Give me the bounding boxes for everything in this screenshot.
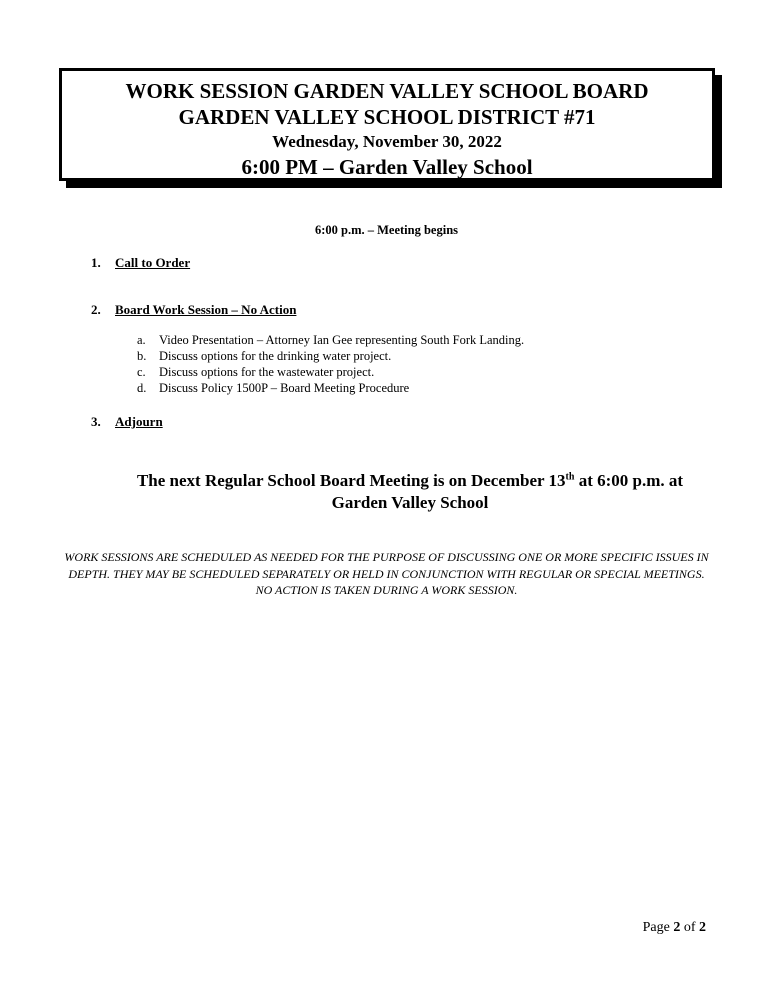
agenda-item-adjourn — [91, 414, 163, 430]
page-number — [643, 920, 706, 936]
sub-item-letter: b. — [137, 349, 147, 363]
next-meeting-line1 — [100, 470, 720, 492]
work-session-disclaimer: WORK SESSIONS ARE SCHEDULED AS NEEDED FOR THE PURPOSE OF DISCUSSING ONE OR MORE SPECIFIC ISSUES IN DEPTH. THEY MAY BE SCHEDULED SEPARATELY OR HELD IN CONJUNCTION WITH REGULAR OR SPECIAL MEETINGS. NO ACTION IS TAKEN DURING A WORK SESSION. — [64, 550, 709, 597]
next-meeting-notice — [100, 470, 720, 514]
agenda-item-number: 2. — [91, 302, 101, 317]
sub-item-text: Discuss options for the wastewater project. — [159, 365, 375, 379]
sub-item-letter: a. — [137, 333, 146, 347]
agenda-item-number: 3. — [91, 414, 101, 429]
page-number-current: 2 — [673, 920, 681, 935]
meeting-begins: 6:00 p.m. – Meeting begins — [314, 223, 459, 237]
header-title: WORK SESSION GARDEN VALLEY SCHOOL BOARD — [125, 79, 649, 103]
page-number-total: 2 — [699, 920, 706, 935]
agenda-item-number: 1. — [91, 255, 101, 270]
next-meeting-time: at 6:00 p.m. at — [574, 471, 684, 490]
agenda-item-board-work-session — [91, 302, 296, 318]
sub-item — [137, 348, 524, 364]
next-meeting-text: The next Regular School Board Meeting is on December 13 — [136, 471, 566, 490]
sub-item-text: Discuss Policy 1500P – Board Meeting Procedure — [159, 381, 410, 395]
agenda-item-label: Call to Order — [115, 255, 191, 270]
header-district: GARDEN VALLEY SCHOOL DISTRICT #71 — [178, 105, 596, 129]
sub-item — [137, 364, 524, 380]
header-box — [59, 68, 715, 181]
page-number-middle: of — [680, 920, 699, 935]
agenda-item-call-to-order — [91, 255, 190, 271]
sub-item-letter: d. — [137, 381, 147, 395]
page-number-prefix: Page — [642, 920, 674, 935]
agenda-item-label: Board Work Session – No Action — [115, 302, 297, 317]
header-time-location: 6:00 PM – Garden Valley School — [241, 155, 533, 179]
ordinal-suffix: th — [565, 471, 575, 483]
sub-item-text: Video Presentation – Attorney Ian Gee representing South Fork Landing. — [159, 333, 525, 347]
sub-item-text: Discuss options for the drinking water project. — [159, 349, 392, 363]
work-session-sub-items — [137, 332, 524, 396]
sub-item — [137, 380, 524, 396]
next-meeting-location: Garden Valley School — [331, 493, 489, 512]
sub-item — [137, 332, 524, 348]
sub-item-letter: c. — [137, 365, 146, 379]
agenda-item-label: Adjourn — [115, 414, 163, 429]
header-date: Wednesday, November 30, 2022 — [272, 132, 502, 151]
